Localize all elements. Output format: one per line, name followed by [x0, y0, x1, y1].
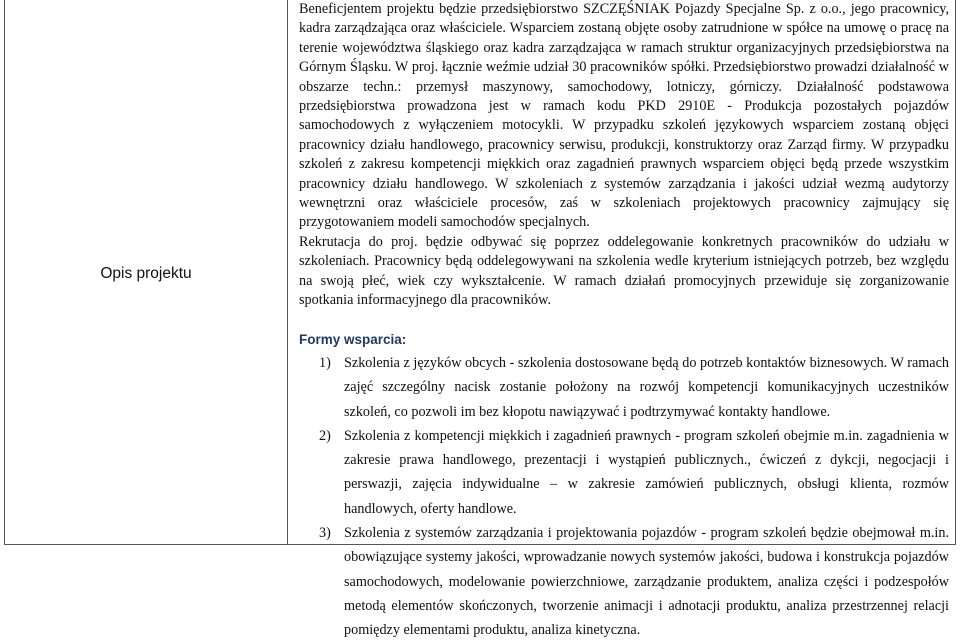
list-item-number: 1): [319, 354, 331, 371]
label-cell: [5, 0, 288, 544]
list-item: [299, 351, 949, 424]
content-cell: [288, 0, 955, 639]
project-description-table: [4, 0, 956, 639]
list-item-text: Szkolenia z systemów zarządzania i projektowania pojazdów - program szkoleń będzie obejmował m.in. obowiązujące systemy jakości, wprowadzanie nowych systemów jakości, budowa i konstrukcja pojazdów samochodowych, modelowanie powierzchniowe, zarządzanie produktem, analiza części i podzespołów metodą elementów skończonych, tworzenie animacji i adnotacji produktu, analiza przestrzennej relacji pomiędzy elementami produktu, analiza kinetyczna.: [344, 524, 949, 639]
description-paragraph: Beneficjentem projektu będzie przedsiębiorstwo SZCZĘŚNIAK Pojazdy Specjalne Sp. z o.o., jego pracownicy, kadra zarządzająca oraz właściciele. Wsparciem zostaną objęte osoby zatrudnione w spółce na umowę o pracę na terenie województwa śląskiego oraz kadra zarządzająca w ramach struktur organizacyjnych przedsiębiorstwa na Górnym Śląsku. W proj. łącznie weźmie udział 30 pracowników spółki. Przedsiębiorstwo prowadzi działalność w obszarze techn.: przemysł maszynowy, samochodowy, lotniczy, górniczy. Działalność podstawowa przedsiębiorstwa prowadzona jest w ramach kodu PKD 2910E - Produkcja pozostałych pojazdów samochodowych z wyłączeniem motocykli. W przypadku szkoleń językowych wsparciem zostaną objęci pracownicy działu handlowego, pracownicy serwisu, produkcji, konstruktorzy oraz Zarząd firmy. W przypadku szkoleń z zakresu kompetencji miękkich oraz zagadnień prawnych wsparciem objęci będą przede wszystkim pracownicy działu handlowego. W szkoleniach z systemów zarządzania i jakości udział wezmą audytorzy wewnętrzni oraz właściciele procesów, zaś w szkoleniach projektowych pracownicy zajmujący się przygotowaniem modeli samochodów specjalnych.: [299, 1, 949, 231]
forms-heading: Formy wsparcia:: [299, 331, 407, 347]
list-item-number: 3): [319, 524, 331, 541]
recruitment-paragraph: Rekrutacja do proj. będzie odbywać się poprzez oddelegowanie konkretnych pracowników do udziału w szkoleniach. Pracownicy będą oddelegowywani na szkolenia wedle kryterium istniejących potrzeb, bez względu na swoją płeć, wiek czy wykształcenie. W ramach działań promocyjnych przewiduje się zorganizowanie spotkania informacyjnego dla pracowników.: [299, 233, 949, 309]
row-label: Opis projektu: [100, 265, 192, 282]
spacer: [299, 311, 949, 330]
list-item-number: 2): [319, 427, 331, 444]
list-item-text: Szkolenia z języków obcych - szkolenia dostosowane będą do potrzeb kontaktów biznesowych. W ramach zajęć szczególny nacisk zostanie położony na rozwój kompetencji komunikacyjnych uczestników szkoleń, co pozwoli im bez kłopotu nawiązywać i podtrzymywać kontakty handlowe.: [344, 354, 949, 420]
list-item-text: Szkolenia z kompetencji miękkich i zagadnień prawnych - program szkoleń obejmie m.in. zagadnienia w zakresie prawa handlowego, prezentacji i wystąpień publicznych., ćwiczeń z dykcji, negocjacji i perswazji, zajęcia indywidualne – w zakresie zamówień publicznych, obsługi klienta, rozmów handlowych, oferty handlowe.: [344, 427, 949, 517]
list-item: [299, 521, 949, 642]
list-item: [299, 424, 949, 521]
forms-list: [299, 351, 949, 642]
